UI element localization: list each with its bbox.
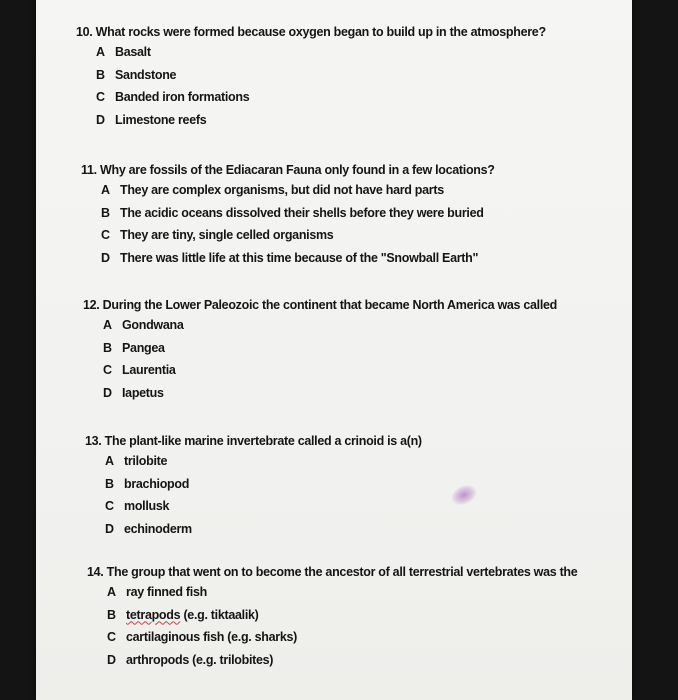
option-text xyxy=(126,608,259,622)
option-text: Sandstone xyxy=(115,67,177,82)
option-c[interactable] xyxy=(107,630,597,653)
question-10 xyxy=(76,25,546,135)
option-text: Iapetus xyxy=(122,385,164,400)
answer-options xyxy=(103,318,577,408)
answer-options xyxy=(96,45,566,135)
option-text: mollusk xyxy=(124,499,170,513)
option-letter: A xyxy=(96,45,105,59)
option-letter: C xyxy=(103,363,112,377)
option-c[interactable] xyxy=(105,499,442,522)
question-prompt: What rocks were formed because oxygen began to build up in the atmosphere? xyxy=(95,25,546,39)
question-12 xyxy=(83,298,557,408)
question-text xyxy=(76,25,546,39)
option-c[interactable] xyxy=(101,228,515,251)
option-letter: B xyxy=(105,476,114,491)
option-a[interactable] xyxy=(101,183,515,206)
option-c[interactable] xyxy=(103,363,577,386)
option-text: Laurentia xyxy=(122,363,176,377)
option-d[interactable] xyxy=(105,522,442,545)
option-letter: D xyxy=(101,250,110,265)
option-text: There was little life at this time because of the "Snowball Earth" xyxy=(120,250,479,265)
option-letter: D xyxy=(103,385,112,400)
option-a[interactable] xyxy=(96,45,566,68)
answer-options xyxy=(107,585,597,675)
option-text: echinoderm xyxy=(124,521,192,536)
option-letter: A xyxy=(105,454,114,468)
question-text xyxy=(83,298,557,312)
option-a[interactable] xyxy=(107,585,597,608)
option-b[interactable] xyxy=(101,206,515,229)
option-a[interactable] xyxy=(105,454,442,477)
option-letter: C xyxy=(107,630,116,644)
question-number: 13. xyxy=(85,434,102,448)
option-b[interactable] xyxy=(96,68,566,91)
option-text: They are tiny, single celled organisms xyxy=(120,228,334,242)
option-text: Gondwana xyxy=(122,318,184,332)
option-letter: B xyxy=(101,205,110,220)
option-text: Limestone reefs xyxy=(115,112,207,127)
option-b[interactable] xyxy=(107,608,597,631)
option-letter: A xyxy=(103,318,112,332)
option-letter: D xyxy=(96,112,105,127)
question-text xyxy=(81,163,495,177)
question-prompt: The group that went on to become the ancestor of all terrestrial vertebrates was the xyxy=(106,565,578,579)
option-letter: A xyxy=(101,183,110,197)
option-text: Pangea xyxy=(122,340,165,355)
option-d[interactable] xyxy=(96,113,566,136)
option-letter: D xyxy=(107,652,116,667)
question-text xyxy=(85,434,422,448)
option-letter: A xyxy=(107,585,116,599)
question-14 xyxy=(87,565,577,675)
option-text: trilobite xyxy=(124,454,168,468)
option-letter: C xyxy=(105,499,114,513)
option-b[interactable] xyxy=(105,477,442,500)
option-text: cartilaginous fish (e.g. sharks) xyxy=(126,630,298,644)
answer-options xyxy=(105,454,442,544)
option-c[interactable] xyxy=(96,90,566,113)
option-b[interactable] xyxy=(103,341,577,364)
option-text: They are complex organisms, but did not have hard parts xyxy=(120,183,444,197)
option-letter: B xyxy=(107,607,116,622)
question-number: 12. xyxy=(83,298,100,312)
spellcheck-word: tetrapods xyxy=(126,607,181,622)
purple-smudge xyxy=(448,481,479,508)
option-text-rest: (e.g. tiktaalik) xyxy=(180,607,259,622)
option-a[interactable] xyxy=(103,318,577,341)
worksheet-page xyxy=(36,0,632,700)
question-prompt: Why are fossils of the Ediacaran Fauna only found in a few locations? xyxy=(99,163,495,177)
question-number: 10. xyxy=(76,25,93,39)
question-13 xyxy=(85,434,422,544)
option-text: The acidic oceans dissolved their shells before they were buried xyxy=(120,205,484,220)
question-number: 11. xyxy=(81,163,97,177)
option-text: ray finned fish xyxy=(126,585,207,599)
option-text: Basalt xyxy=(115,45,151,59)
question-text xyxy=(87,565,577,579)
option-d[interactable] xyxy=(103,386,577,409)
option-letter: B xyxy=(96,67,105,82)
question-11 xyxy=(81,163,495,273)
answer-options xyxy=(101,183,515,273)
question-prompt: During the Lower Paleozoic the continent that became North America was called xyxy=(102,298,557,312)
option-letter: C xyxy=(96,90,105,104)
option-text: brachiopod xyxy=(124,476,190,491)
question-number: 14. xyxy=(87,565,104,579)
option-d[interactable] xyxy=(101,251,515,274)
option-text: Banded iron formations xyxy=(115,90,250,104)
option-letter: D xyxy=(105,521,114,536)
option-text: arthropods (e.g. trilobites) xyxy=(126,652,274,667)
option-letter: B xyxy=(103,340,112,355)
question-prompt: The plant-like marine invertebrate called a crinoid is a(n) xyxy=(104,434,422,448)
option-d[interactable] xyxy=(107,653,597,676)
option-letter: C xyxy=(101,228,110,242)
